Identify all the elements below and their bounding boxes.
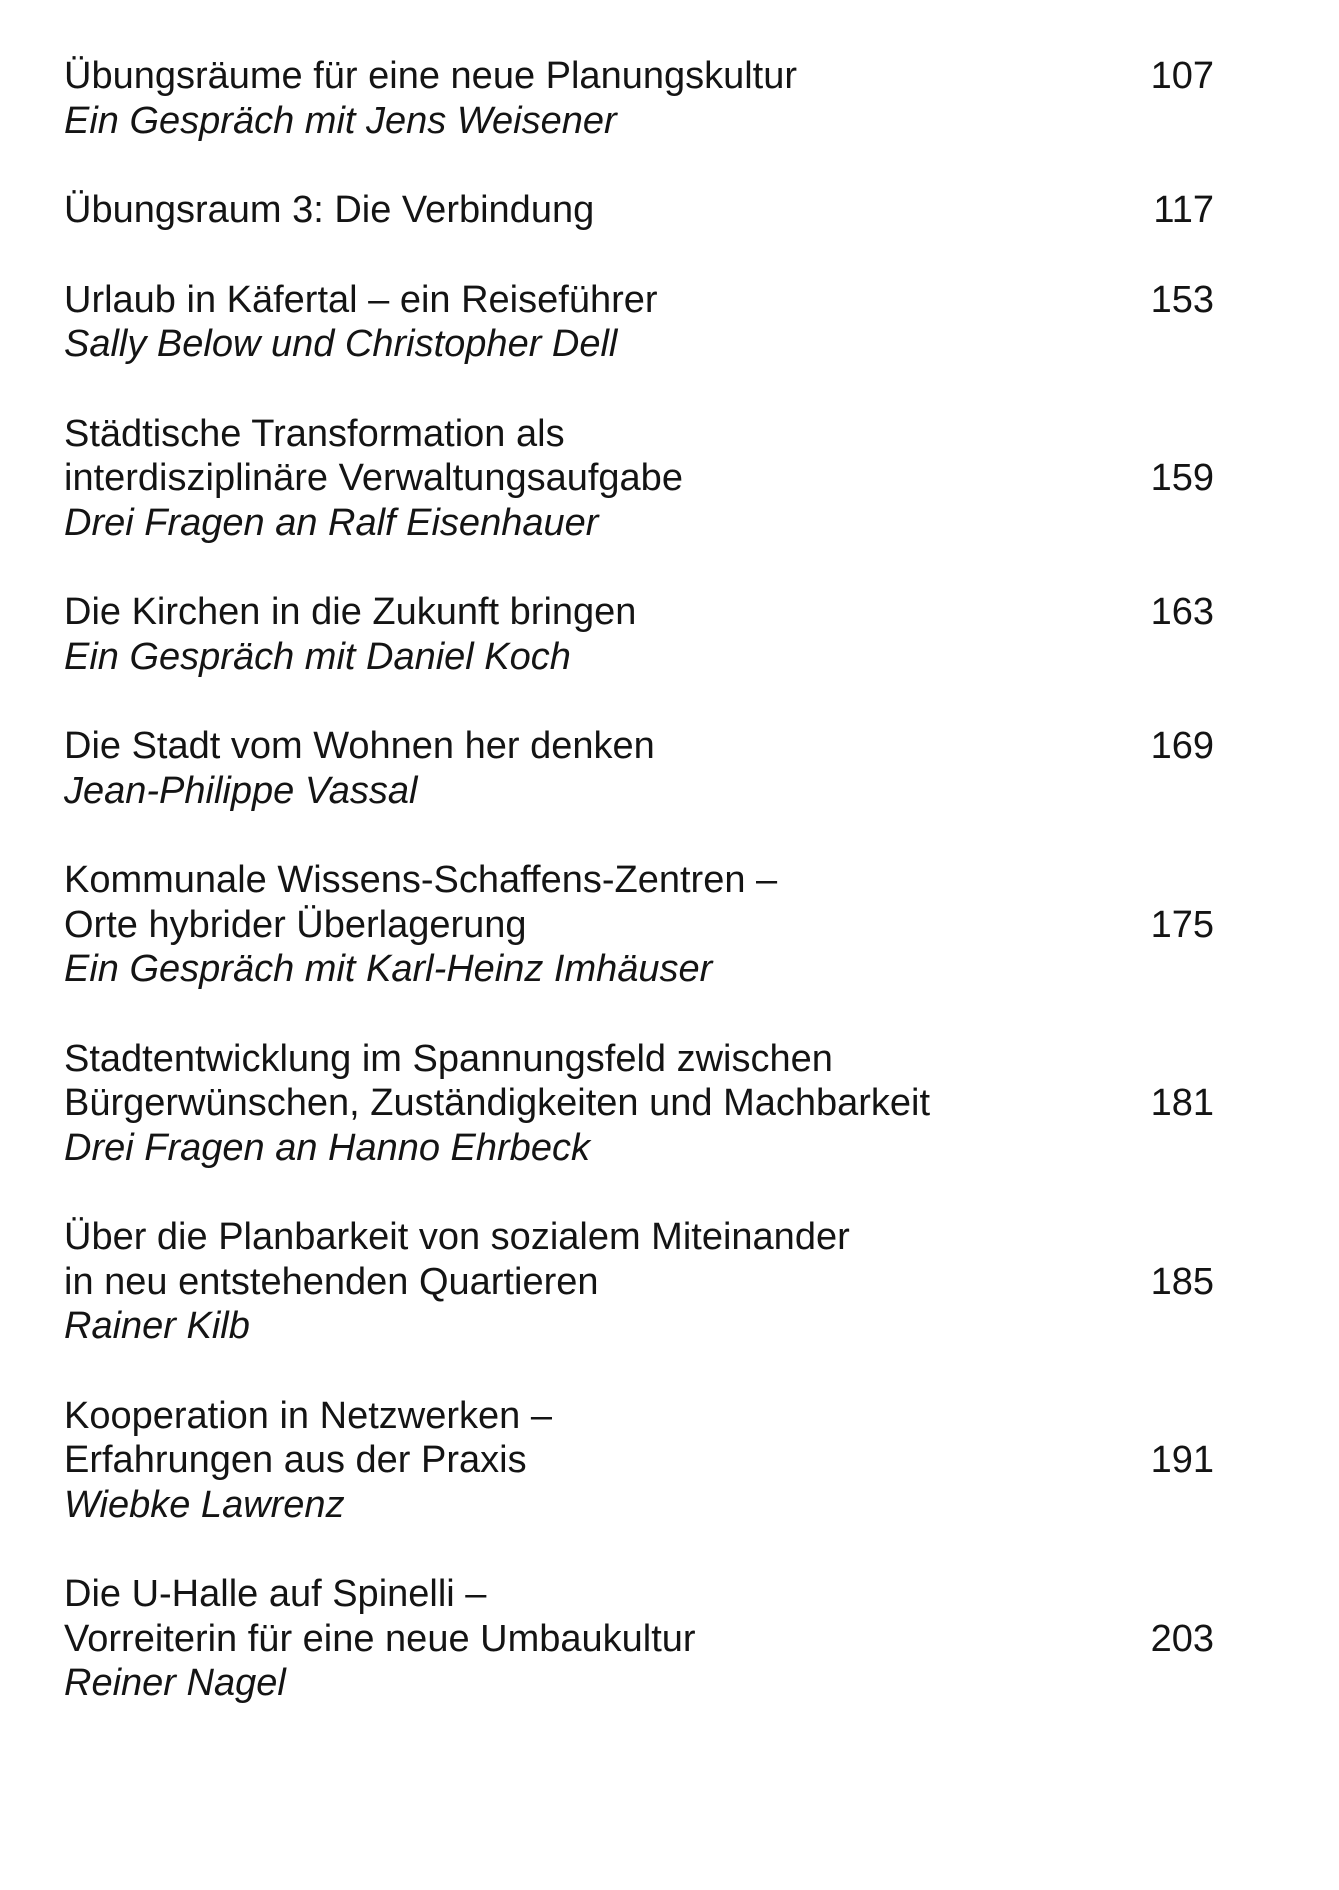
entry-author: Rainer Kilb (64, 1305, 250, 1347)
toc-entry[interactable] (64, 188, 1214, 233)
entry-title-line-1: Kooperation in Netzwerken – (64, 1394, 552, 1437)
page-number: 117 (1153, 189, 1214, 231)
toc-entry[interactable] (64, 1572, 1214, 1706)
entry-author: Drei Fragen an Ralf Eisenhauer (64, 501, 599, 544)
entry-author: Ein Gespräch mit Jens Weisener (64, 99, 617, 142)
entry-title-line-1: Stadtentwicklung im Spannungsfeld zwischen (64, 1037, 833, 1080)
entry-title: Urlaub in Käfertal – ein Reiseführer (64, 278, 658, 321)
entry-title-line-2: in neu entstehenden Quartieren (64, 1260, 599, 1303)
entry-title-line-1: Die U-Halle auf Spinelli – (64, 1573, 487, 1615)
page-number: 159 (1150, 457, 1214, 499)
page-number: 169 (1150, 725, 1214, 767)
entry-author: Ein Gespräch mit Karl-Heinz Imhäuser (64, 948, 713, 990)
toc-entry[interactable] (64, 724, 1214, 813)
page-number: 153 (1150, 278, 1214, 321)
toc-entry[interactable] (64, 1215, 1214, 1349)
entry-author: Drei Fragen an Hanno Ehrbeck (64, 1126, 590, 1169)
entry-title-line-1: Über die Planbarkeit von sozialem Miteinander (64, 1216, 850, 1258)
page-number: 185 (1150, 1260, 1214, 1303)
page-number: 175 (1150, 903, 1214, 946)
toc-entry[interactable] (64, 1394, 1214, 1528)
toc-entry[interactable] (64, 1037, 1214, 1171)
entry-author: Reiner Nagel (64, 1662, 286, 1704)
entry-author: Wiebke Lawrenz (64, 1483, 345, 1526)
toc-entry[interactable] (64, 858, 1214, 992)
entry-title-line-2: interdisziplinäre Verwaltungsaufgabe (64, 457, 683, 499)
table-of-contents (64, 54, 1214, 1751)
page-number: 163 (1150, 591, 1214, 633)
entry-author: Jean-Philippe Vassal (64, 769, 418, 812)
entry-title: Die Stadt vom Wohnen her denken (64, 725, 655, 767)
entry-title-line-1: Kommunale Wissens-Schaffens-Zentren – (64, 859, 778, 901)
toc-entry[interactable] (64, 278, 1214, 367)
entry-title-line-2: Vorreiterin für eine neue Umbaukultur (64, 1617, 696, 1660)
entry-author: Sally Below und Christopher Dell (64, 323, 618, 365)
entry-author: Ein Gespräch mit Daniel Koch (64, 635, 571, 678)
entry-title-line-2: Erfahrungen aus der Praxis (64, 1439, 527, 1481)
page-number: 181 (1150, 1082, 1214, 1124)
page-number: 191 (1150, 1439, 1214, 1481)
entry-title-line-1: Städtische Transformation als (64, 412, 565, 455)
toc-entry[interactable] (64, 54, 1214, 143)
entry-title-line-2: Orte hybrider Überlagerung (64, 903, 527, 946)
toc-entry[interactable] (64, 590, 1214, 679)
page-number: 203 (1150, 1617, 1214, 1660)
entry-title: Übungsraum 3: Die Verbindung (64, 189, 595, 231)
entry-title: Die Kirchen in die Zukunft bringen (64, 591, 637, 633)
entry-title-line-2: Bürgerwünschen, Zuständigkeiten und Machbarkeit (64, 1082, 931, 1124)
entry-title: Übungsräume für eine neue Planungskultur (64, 55, 798, 97)
toc-entry[interactable] (64, 412, 1214, 546)
page-number: 107 (1150, 55, 1214, 97)
